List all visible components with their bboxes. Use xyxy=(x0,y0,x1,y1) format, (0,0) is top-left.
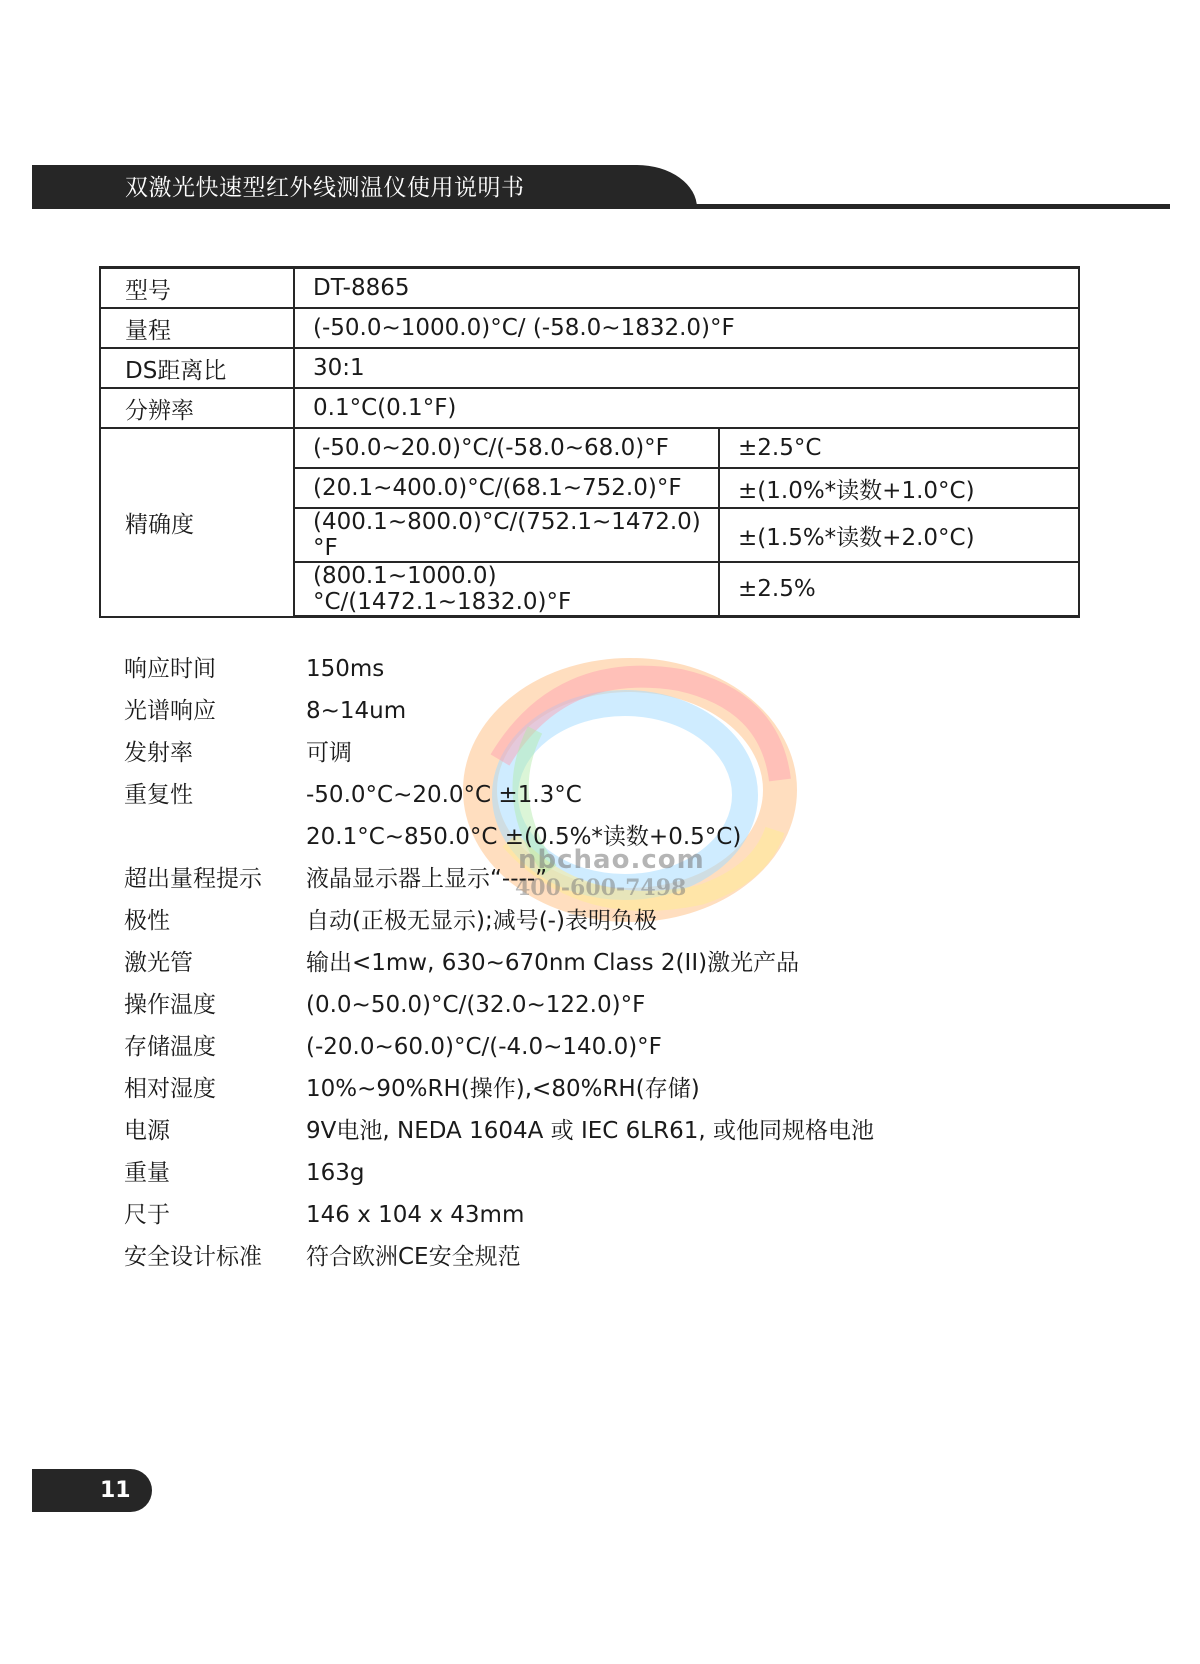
page-number: 11 xyxy=(100,1478,131,1503)
list-item xyxy=(124,1236,874,1278)
spec-label: 超出量程提示 xyxy=(124,866,262,892)
accuracy-tolerance: ±(1.0%*读数+1.0°C) xyxy=(719,468,1079,508)
accuracy-tolerance: ±2.5% xyxy=(719,562,1079,617)
spec-label: 发射率 xyxy=(124,740,193,766)
row-label: 型号 xyxy=(100,268,294,309)
spec-label: 光谱响应 xyxy=(124,698,216,724)
spec-label: 相对湿度 xyxy=(124,1076,216,1102)
list-item xyxy=(124,816,874,858)
list-item xyxy=(124,984,874,1026)
spec-value: 自动(正极无显示);减号(-)表明负极 xyxy=(306,908,657,934)
accuracy-range: (800.1~1000.0)°C/(1472.1~1832.0)°F xyxy=(294,562,719,617)
spec-label: 极性 xyxy=(124,908,170,934)
list-item xyxy=(124,1026,874,1068)
row-value: 30:1 xyxy=(294,348,1079,388)
accuracy-range: (-50.0~20.0)°C/(-58.0~68.0)°F xyxy=(294,428,719,468)
list-item xyxy=(124,1068,874,1110)
row-label: DS距离比 xyxy=(100,348,294,388)
spec-value: 输出<1mw, 630~670nm Class 2(II)激光产品 xyxy=(306,950,800,976)
spec-value: 液晶显示器上显示“----” xyxy=(306,866,548,892)
spec-value: 20.1°C~850.0°C ±(0.5%*读数+0.5°C) xyxy=(306,824,742,850)
spec-value: 163g xyxy=(306,1160,365,1186)
list-item xyxy=(124,1110,874,1152)
spec-value: 146 x 104 x 43mm xyxy=(306,1202,525,1228)
table-row xyxy=(100,308,1079,348)
row-value: (-50.0~1000.0)°C/ (-58.0~1832.0)°F xyxy=(294,308,1079,348)
list-item xyxy=(124,1194,874,1236)
list-item xyxy=(124,774,874,816)
spec-value: 8~14um xyxy=(306,698,407,724)
spec-label: 响应时间 xyxy=(124,656,216,682)
table-row xyxy=(100,348,1079,388)
list-item xyxy=(124,690,874,732)
spec-value: (-20.0~60.0)°C/(-4.0~140.0)°F xyxy=(306,1034,662,1060)
table-row xyxy=(100,268,1079,309)
header-rule xyxy=(32,204,1170,209)
table-row xyxy=(100,388,1079,428)
spec-value: -50.0°C~20.0°C ±1.3°C xyxy=(306,782,582,808)
spec-value: 150ms xyxy=(306,656,385,682)
list-item xyxy=(124,648,874,690)
spec-label: 尺于 xyxy=(124,1202,170,1228)
spec-label: 激光管 xyxy=(124,950,193,976)
spec-label: 安全设计标准 xyxy=(124,1244,262,1270)
spec-label: 重量 xyxy=(124,1160,170,1186)
list-item xyxy=(124,900,874,942)
accuracy-range: (400.1~800.0)°C/(752.1~1472.0)°F xyxy=(294,508,719,562)
accuracy-range: (20.1~400.0)°C/(68.1~752.0)°F xyxy=(294,468,719,508)
accuracy-label: 精确度 xyxy=(100,428,294,617)
spec-label: 电源 xyxy=(124,1118,170,1144)
document-title: 双激光快速型红外线测温仪使用说明书 xyxy=(125,175,525,201)
spec-value: (0.0~50.0)°C/(32.0~122.0)°F xyxy=(306,992,646,1018)
spec-list xyxy=(124,648,874,1278)
spec-value: 9V电池, NEDA 1604A 或 IEC 6LR61, 或他同规格电池 xyxy=(306,1118,874,1144)
list-item xyxy=(124,942,874,984)
list-item xyxy=(124,1152,874,1194)
watermark-phone: 400-600-7498 xyxy=(515,875,687,901)
list-item xyxy=(124,858,874,900)
page-number-pill xyxy=(32,1469,152,1512)
spec-label: 操作温度 xyxy=(124,992,216,1018)
spec-value: 10%~90%RH(操作),<80%RH(存储) xyxy=(306,1076,700,1102)
accuracy-row xyxy=(100,428,1079,468)
spec-value: 可调 xyxy=(306,740,352,766)
row-value: 0.1°C(0.1°F) xyxy=(294,388,1079,428)
row-label: 分辨率 xyxy=(100,388,294,428)
spec-label: 重复性 xyxy=(124,782,193,808)
watermark-site: nbchao.com xyxy=(518,845,705,875)
spec-value: 符合欧洲CE安全规范 xyxy=(306,1244,521,1270)
list-item xyxy=(124,732,874,774)
accuracy-tolerance: ±2.5°C xyxy=(719,428,1079,468)
row-value: DT-8865 xyxy=(294,268,1079,309)
spec-table xyxy=(99,266,1080,618)
accuracy-tolerance: ±(1.5%*读数+2.0°C) xyxy=(719,508,1079,562)
row-label: 量程 xyxy=(100,308,294,348)
spec-label: 存储温度 xyxy=(124,1034,216,1060)
